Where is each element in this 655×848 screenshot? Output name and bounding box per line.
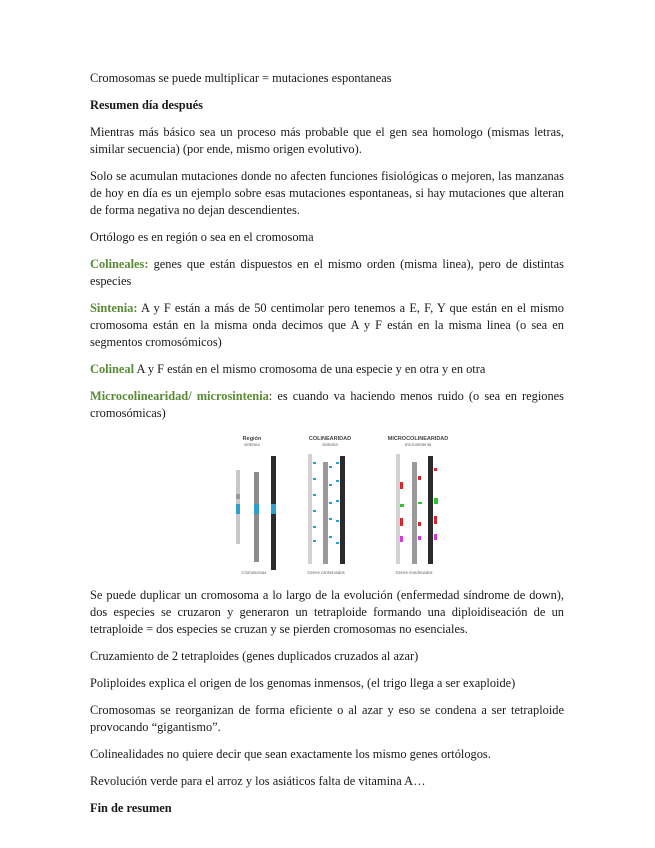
gene-marker — [313, 526, 316, 528]
document-page — [90, 70, 564, 827]
term-colineal: Colineal — [90, 362, 135, 376]
gene-marker — [329, 502, 332, 504]
term-microcolinearidad: Microcolinearidad/ microsintenia — [90, 389, 269, 403]
paragraph-ortologo: Ortólogo es en región o sea en el cromosoma — [90, 230, 314, 244]
chromosome-3c — [428, 456, 433, 564]
chromosome-2a — [308, 454, 312, 564]
gene-marker-red — [418, 522, 421, 526]
gene-marker-green — [418, 502, 422, 504]
synteny-diagram — [222, 432, 462, 578]
definition-microcolinearidad: : es cuando va haciendo menos ruido (o sea en regiones cromosómicas) — [90, 389, 564, 420]
chromosome-3b — [412, 462, 417, 564]
chromosome-1a-region — [236, 504, 240, 514]
caption-3: Genes reordenados — [395, 570, 433, 575]
gene-marker-green — [434, 498, 438, 504]
paragraph-reorganizacion: Cromosomas se reorganizan de forma eficiente o al azar y eso se condena a ser tetraploide provocando “gigantismo”. — [90, 703, 564, 734]
chromosome-1a-band — [236, 494, 240, 499]
paragraph-poliploides: Poliploides explica el origen de los genomas inmensos, (el trigo llega a ser exaploide) — [90, 676, 516, 690]
gene-marker-red — [400, 482, 403, 489]
chromosome-1b-region — [254, 504, 259, 514]
paragraph-colineal — [90, 361, 564, 378]
gene-marker-magenta — [418, 536, 421, 540]
gene-marker — [336, 462, 339, 464]
definition-sintenia: A y F están a más de 50 centimolar pero tenemos a E, F, Y que están en el mismo cromosoma están en la misma onda decimos que A y F están en la misma linea (o sea en segmentos cromosómicos) — [90, 301, 564, 349]
caption-1: Cromosomas — [241, 570, 267, 575]
gene-marker — [329, 536, 332, 538]
panel1-subtitle: sintenia — [244, 442, 260, 447]
paragraph-colinealidades: Colinealidades no quiere decir que sean exactamente los mismo genes ortólogos. — [90, 747, 491, 761]
gene-marker — [336, 500, 339, 502]
synteny-figure — [90, 432, 564, 578]
definition-colineales: genes que están dispuestos en el mismo orden (misma linea), pero de distintas especies — [90, 257, 564, 288]
gene-marker-red — [400, 518, 403, 526]
paragraph-colineales — [90, 256, 564, 290]
panel3-title: MICROCOLINEARIDAD — [387, 436, 449, 442]
gene-marker — [313, 540, 316, 542]
gene-marker-red — [434, 516, 437, 524]
paragraph-cruzamiento: Cruzamiento de 2 tetraploides (genes duplicados cruzados al azar) — [90, 649, 419, 663]
gene-marker — [313, 462, 316, 464]
panel3-subtitle: microsintenia — [404, 442, 432, 447]
gene-marker — [329, 518, 332, 520]
chromosome-2b — [323, 462, 328, 564]
end-heading: Fin de resumen — [90, 801, 172, 815]
gene-marker — [313, 494, 316, 496]
gene-marker — [329, 466, 332, 468]
paragraph-duplicacion: Se puede duplicar un cromosoma a lo largo de la evolución (enfermedad síndrome de down), dos especies se cruzaron y generaron un tetraploide formando una diploidiseación de un tetraploide = dos especies se cruzan y se pierden cromosomas no esenciales. — [90, 588, 564, 636]
gene-marker — [336, 480, 339, 482]
paragraph-sintenia — [90, 300, 564, 351]
paragraph-mutaciones: Solo se acumulan mutaciones donde no afecten funciones fisiológicas o mejoren, las manzanas de hoy en día es un ejemplo sobre esas mutaciones espontaneas, si hay mutaciones que alteran de forma negativa no dejan descendientes. — [90, 169, 564, 217]
term-sintenia: Sintenia: — [90, 301, 138, 315]
chromosome-1c-region — [271, 504, 276, 514]
panel1-title: Región — [242, 436, 262, 442]
paragraph-intro: Cromosomas se puede multiplicar = mutaciones espontaneas — [90, 71, 392, 85]
paragraph-homologo: Mientras más básico sea un proceso más probable que el gen sea homologo (mismas letras, similar secuencia) (por ende, mismo origen evolutivo). — [90, 125, 564, 156]
term-colineales: Colineales: — [90, 257, 149, 271]
gene-marker-magenta — [434, 534, 437, 540]
caption-2: Genes conservados — [307, 570, 345, 575]
paragraph-revolucion-verde: Revolución verde para el arroz y los asiáticos falta de vitamina A… — [90, 774, 426, 788]
chromosome-1b — [254, 472, 259, 562]
gene-marker-red — [434, 468, 437, 471]
chromosome-3a — [396, 454, 400, 564]
gene-marker-magenta — [400, 536, 403, 542]
gene-marker — [336, 520, 339, 522]
gene-marker — [313, 478, 316, 480]
panel2-subtitle: sintenia — [322, 442, 338, 447]
gene-marker-red — [418, 476, 421, 480]
gene-marker — [329, 484, 332, 486]
gene-marker — [336, 542, 339, 544]
section-heading: Resumen día después — [90, 98, 203, 112]
definition-colineal: A y F están en el mismo cromosoma de una especie y en otra y en otra — [134, 362, 486, 376]
chromosome-2c — [340, 456, 345, 564]
gene-marker-green — [400, 504, 404, 507]
panel2-title: COLINEARIDAD — [308, 436, 352, 442]
paragraph-microcolinearidad — [90, 388, 564, 422]
gene-marker — [313, 510, 316, 512]
